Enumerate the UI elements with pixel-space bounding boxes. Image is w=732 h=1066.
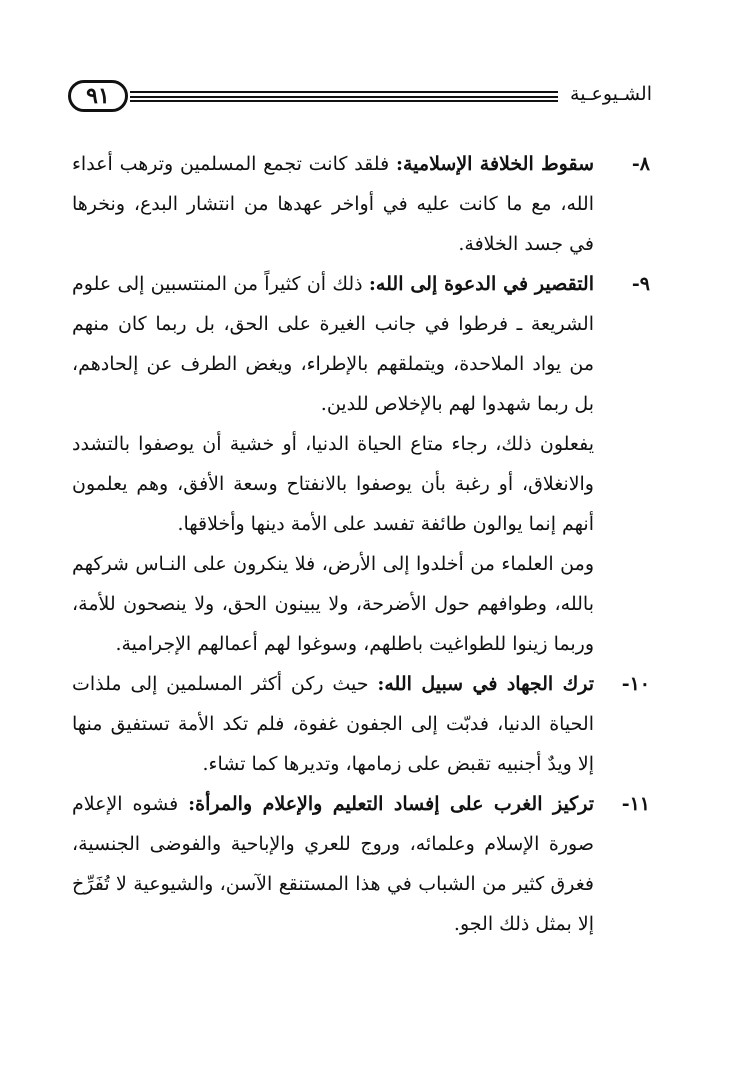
paragraph: ومن العلماء من أخلدوا إلى الأرض، فلا ينكرون على النـاس شركهم بالله، وطوافهم حول الأضرحة، ولا يبينون الحق، ولا ينصحون للأمة، وربما زينوا للطواغيت باطلهم، وسوغوا لهم أعمالهم الإجرامية.: [72, 553, 594, 655]
list-item-11: [72, 784, 650, 944]
list-item-9: [72, 264, 650, 424]
item-heading: سقوط الخلافة الإسلامية:: [395, 153, 594, 175]
item-number: ٩-: [631, 273, 650, 295]
header-rule: [130, 91, 558, 102]
item-number: ٨-: [631, 153, 650, 175]
list-item-10: [72, 664, 650, 784]
item-heading: ترك الجهاد في سبيل الله:: [377, 673, 595, 695]
item-text: حيث ركن أكثر المسلمين إلى ملذات الحياة الدنيا، فدبّت إلى الجفون غفوة، فلم تكد الأمة تستفيق منها إلا ويدٌ أجنبيه تقبض على زمامها، وتديرها كما تشاء.: [72, 673, 594, 775]
item-number: ١٠-: [621, 673, 650, 695]
item-heading: تركيز الغرب على إفساد التعليم والإعلام والمرأة:: [188, 793, 594, 815]
item-number: ١١-: [621, 793, 650, 815]
list-item-8: [72, 144, 650, 264]
item-text: ذلك أن كثيراً من المنتسبين إلى علوم الشريعة ـ فرطوا في جانب الغيرة على الحق، بل ربما كان منهم من يواد الملاحدة، ويتملقهم بالإطراء، ويغض الطرف عن إلحادهم، بل ربما شهدوا لهم بالإخلاص للدين.: [72, 273, 594, 415]
page-body: [72, 144, 650, 944]
running-title: الشـيوعـية: [570, 83, 652, 105]
item-heading: التقصير في الدعوة إلى الله:: [368, 273, 594, 295]
item-text: فلقد كانت تجمع المسلمين وترهب أعداء الله، مع ما كانت عليه في أواخر عهدها من انتشار البدع، ونخرها في جسد الخلافة.: [72, 153, 594, 255]
paragraph: يفعلون ذلك، رجاء متاع الحياة الدنيا، أو خشية أن يوصفوا بالتشدد والانغلاق، أو رغبة بأن يوصفوا بالانفتاح وسعة الأفق، وهم يعلمون أنهم إنما يوالون طائفة تفسد على الأمة دينها وأخلاقها.: [72, 433, 594, 535]
item-text: فشوه الإعلام صورة الإسلام وعلمائه، وروج للعري والإباحية والفوضى الجنسية، فغرق كثير من الشباب في هذا المستنقع الآسن، والشيوعية لا تُفَرِّخ إلا بمثل ذلك الجو.: [72, 793, 594, 935]
running-header: [68, 74, 652, 122]
page-number: ٩١: [68, 80, 128, 112]
